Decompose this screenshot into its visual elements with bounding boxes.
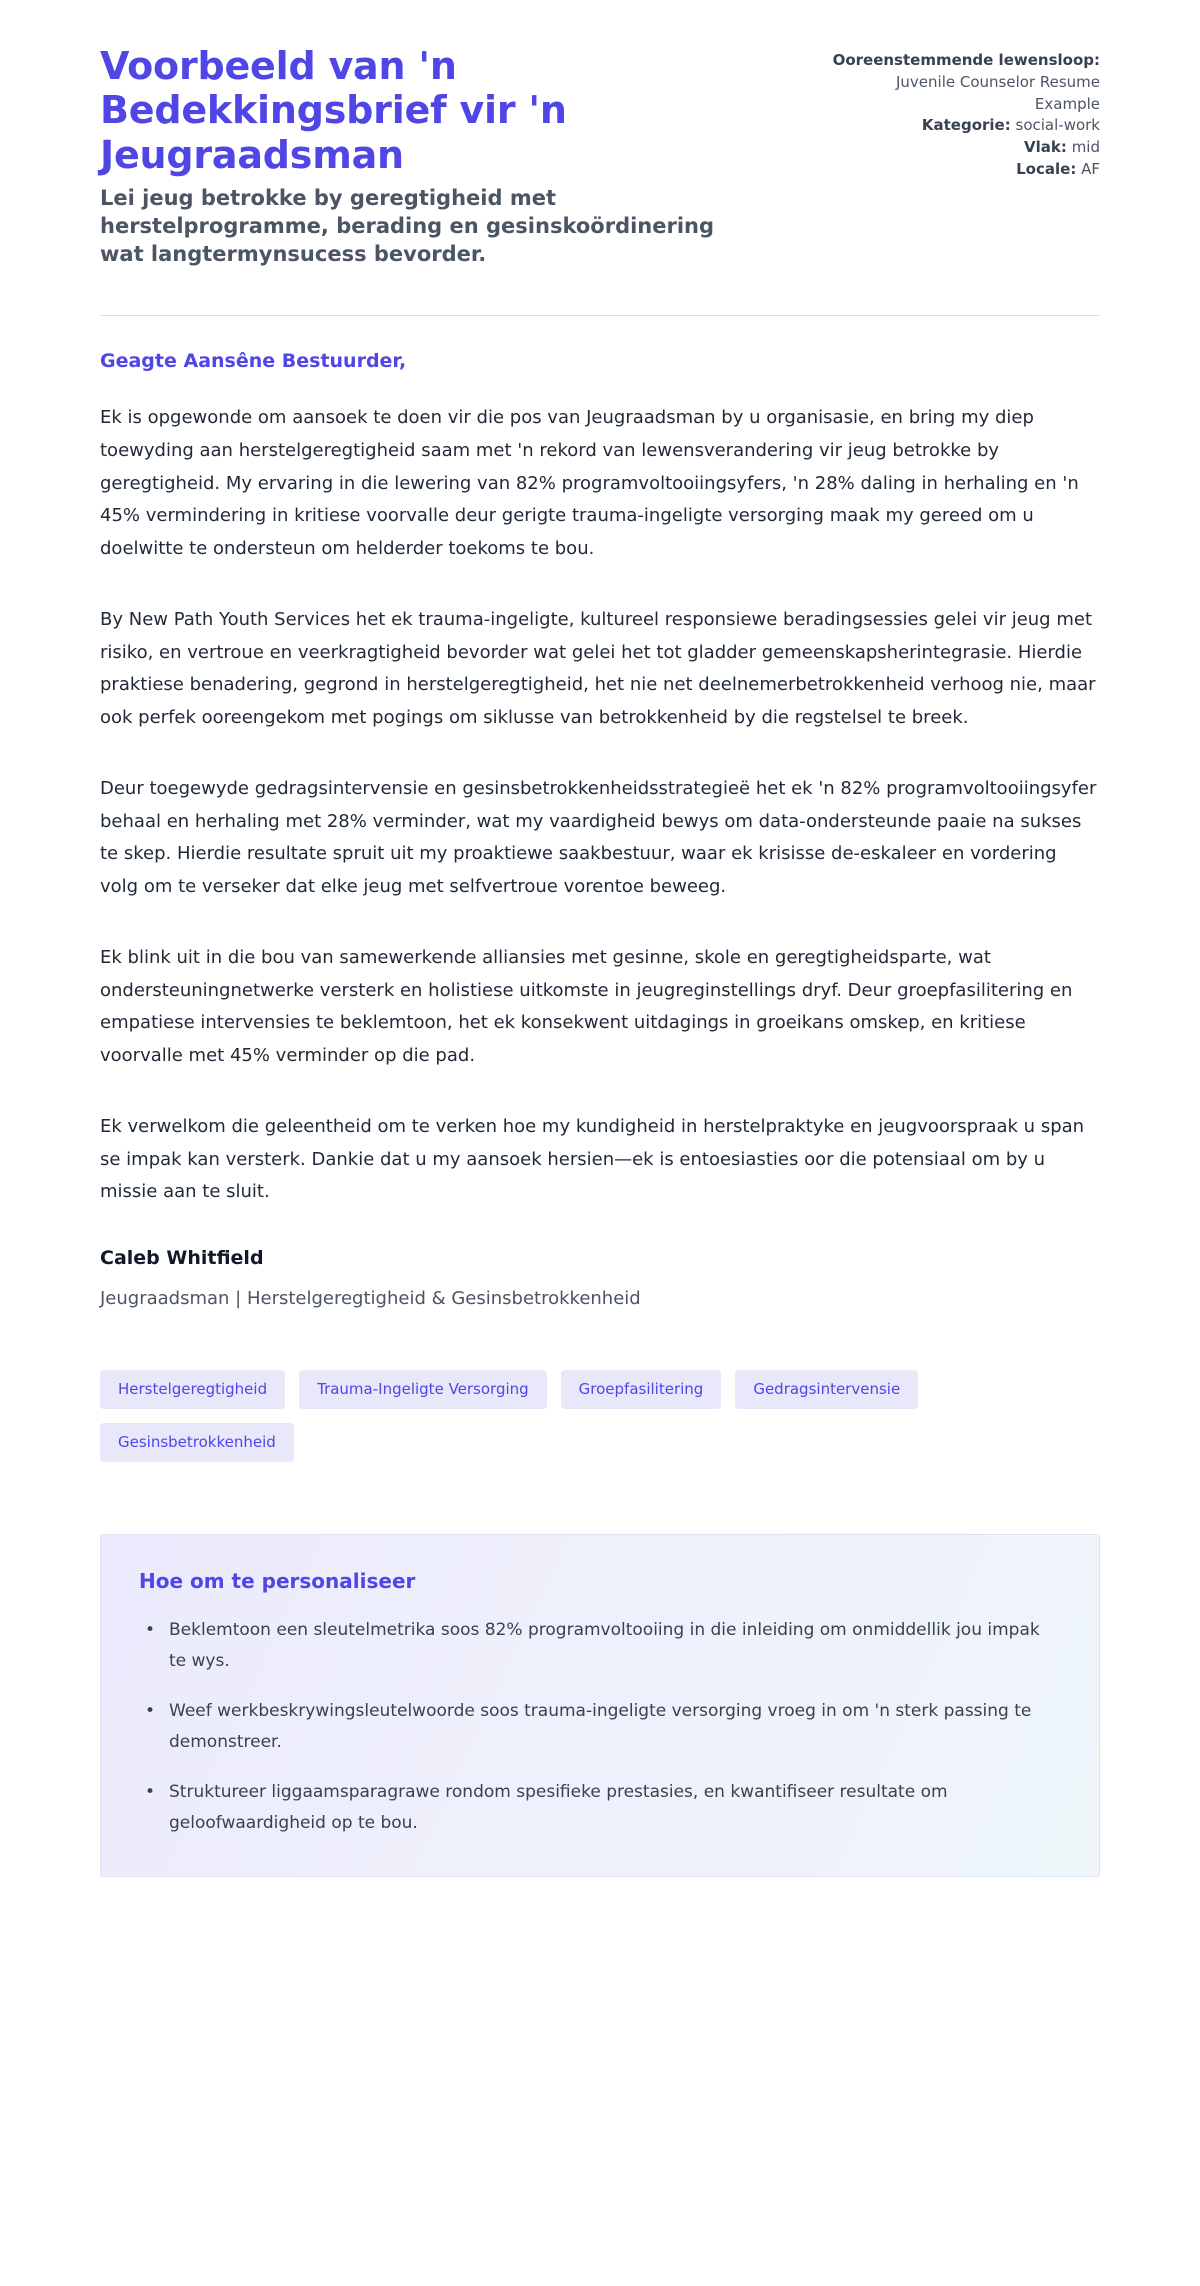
meta-category-label: Kategorie: bbox=[921, 116, 1011, 135]
letter-paragraph: By New Path Youth Services het ek trauma-ingeligte, kultureel responsiewe beradingsessies gelei vir jeug met risiko, en vertroue en veerkragtigheid bevorder wat gelei het tot gladder gemeenskapsherintegrasie. Hierdie praktiese benadering, gegrond in herstelgeregtigheid, het nie net deelnemerbetrokkenheid verhoog nie, maar ook perfek ooreengekom met pogings om siklusse van betrokkenheid by die regstelsel te breek. bbox=[100, 608, 1096, 729]
letter-paragraph: Deur toegewyde gedragsintervensie en gesinsbetrokkenheidsstrategieë het ek 'n 82% programvoltooiingsyfer behaal en herhaling met 28% verminder, wat my vaardigheid bewys om data-ondersteunde paaie na sukses te skep. Hierdie resultate spruit uit my proaktiewe saakbestuur, waar ek krisisse de-eskaleer en vordering volg om te verseker dat elke jeug met selfvertroue vorentoe beweeg. bbox=[100, 777, 1097, 898]
letter-paragraph: Ek verwelkom die geleentheid om te verken hoe my kundigheid in herstelpraktyke en jeugvoorspraak u span se impak kan versterk. Dankie dat u my aansoek hersien—ek is entoesiasties oor die potensiaal om by u missie aan te sluit. bbox=[100, 1115, 1085, 1203]
personalization-tips-panel bbox=[100, 1534, 1100, 1878]
letter-signature bbox=[100, 1247, 1100, 1314]
meta-category bbox=[830, 115, 1100, 137]
meta-level bbox=[830, 137, 1100, 159]
letter-paragraph: Ek is opgewonde om aansoek te doen vir die pos van Jeugraadsman by u organisasie, en bring my diep toewyding aan herstelgeregtigheid saam met 'n rekord van lewensverandering vir jeug betrokke by geregtigheid. My ervaring in die lewering van 82% programvoltooiingsyfers, 'n 28% daling in herhaling en 'n 45% vermindering in kritiese voorvalle deur gerigte trauma-ingeligte versorging maak my gereed om u doelwitte te ondersteun om helderder toekoms te bou. bbox=[100, 407, 1079, 560]
meta-level-label: Vlak: bbox=[1024, 138, 1067, 156]
meta-category-value: social-work bbox=[1015, 116, 1100, 135]
letter-salutation: Geagte Aansêne Bestuurder, bbox=[100, 350, 407, 373]
skill-tag-list bbox=[100, 1370, 1000, 1462]
skill-tag[interactable]: Gesinsbetrokkenheid bbox=[100, 1423, 294, 1462]
tips-panel-title: Hoe om te personaliseer bbox=[139, 1568, 416, 1593]
tip-list-item: • Weef werkbeskrywingsleutelwoorde soos trauma-ingeligte versorging vroeg in om 'n sterk passing te demonstreer. bbox=[165, 1696, 1061, 1757]
cover-letter-body bbox=[100, 316, 1100, 1314]
header-title-block bbox=[100, 44, 740, 269]
letter-paragraph: Ek blink uit in die bou van samewerkende alliansies met gesinne, skole en geregtigheidsparte, wat ondersteuningnetwerke versterk en holistiese uitkomste in jeugreginstellings dryf. Deur groepfasilitering en empatiese intervensies te beklemtoon, het ek konsekwent uitdagings in groeikans omskep, en kritiese voorvalle met 45% verminder op die pad. bbox=[100, 946, 1073, 1067]
tips-list bbox=[139, 1615, 1061, 1839]
skill-tag[interactable]: Groepfasilitering bbox=[561, 1370, 722, 1409]
meta-locale-label: Locale: bbox=[1016, 159, 1077, 178]
meta-matching-resume-value: Juvenile Counselor Resume Example bbox=[895, 72, 1100, 113]
meta-locale-value: AF bbox=[1081, 159, 1100, 178]
skill-tag[interactable]: Herstelgeregtigheid bbox=[100, 1370, 285, 1409]
signature-role: Jeugraadsman | Herstelgeregtigheid & Gesinsbetrokkenheid bbox=[100, 1288, 641, 1310]
tip-list-item: • Struktureer liggaamsparagrawe rondom spesifieke prestasies, en kwantifiseer resultate om geloofwaardigheid op te bou. bbox=[165, 1777, 1061, 1838]
tip-list-item: • Beklemtoon een sleutelmetrika soos 82% programvoltooiing in die inleiding om onmiddellik jou impak te wys. bbox=[165, 1615, 1061, 1676]
meta-level-value: mid bbox=[1071, 138, 1100, 156]
skill-tag[interactable]: Trauma-Ingeligte Versorging bbox=[299, 1370, 547, 1409]
skill-tag[interactable]: Gedragsintervensie bbox=[735, 1370, 918, 1409]
meta-matching-resume bbox=[830, 50, 1100, 115]
meta-locale bbox=[830, 159, 1100, 181]
page-subtitle: Lei jeug betrokke by geregtigheid met herstelprogramme, berading en gesinskoördinering wat langtermynsucess bevorder. bbox=[100, 186, 715, 267]
page-title: Voorbeeld van 'n Bedekkingsbrief vir 'n Jeugraadsman bbox=[100, 44, 567, 177]
signature-name: Caleb Whitfield bbox=[100, 1247, 264, 1270]
document-metadata bbox=[830, 44, 1100, 181]
meta-matching-resume-label: Ooreenstemmende lewensloop: bbox=[832, 51, 1100, 69]
document-header bbox=[100, 44, 1100, 269]
